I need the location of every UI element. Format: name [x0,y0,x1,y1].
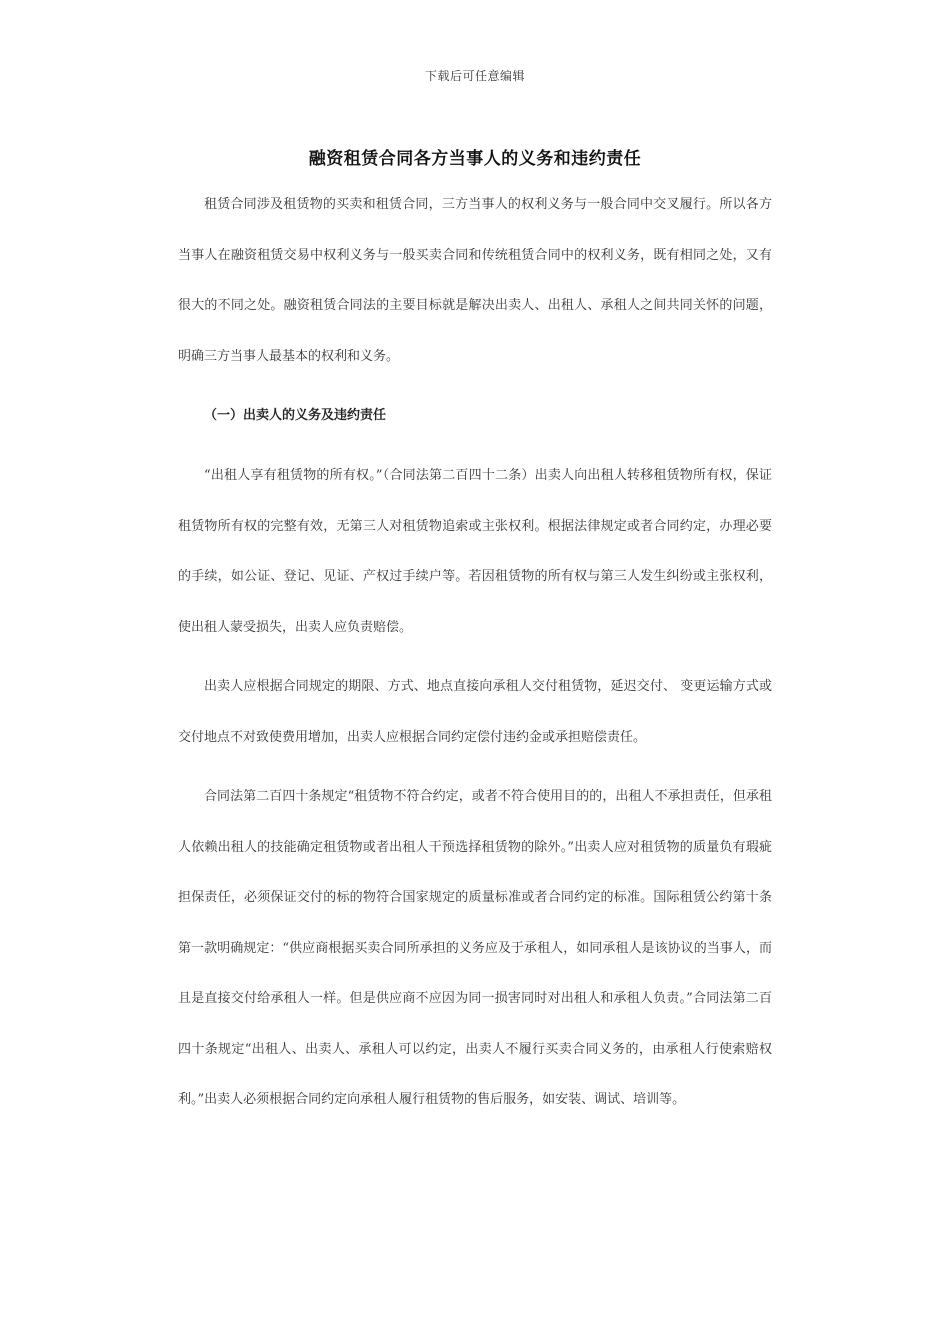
intro-paragraph: 租赁合同涉及租赁物的买卖和租赁合同，三方当事人的权利义务与一般合同中交叉履行。所以各方当事人在融资租赁交易中权利义务与一般买卖合同和传统租赁合同中的权利义务，既有相同之处，又有很大的不同之处。融资租赁合同法的主要目标就是解决出卖人、出租人、承租人之间共同关怀的问题，明确三方当事人最基本的权利和义务。 [178,197,772,364]
paragraph-ownership: “出租人享有租赁物的所有权。”（合同法第二百四十二条）出卖人向出租人转移租赁物所有权，保证租赁物所有权的完整有效，无第三人对租赁物追索或主张权利。根据法律规定或者合同约定，办理必要的手续，如公证、登记、见证、产权过手续户等。若因租赁物的所有权与第三人发生纠纷或主张权利，使出租人蒙受损失，出卖人应负责赔偿。 [178,468,772,635]
document-body [178,180,772,1126]
document-title: 融资租赁合同各方当事人的义务和违约责任 [308,149,642,169]
paragraph-quality: 合同法第二百四十条规定“租赁物不符合约定，或者不符合使用目的的，出租人不承担责任，但承租人依赖出租人的技能确定租赁物或者出租人干预选择租赁物的除外。”出卖人应对租赁物的质量负有瑕疵担保责任，必须保证交付的标的物符合国家规定的质量标准或者合同约定的标准。国际租赁公约第十条第一款明确规定：“供应商根据买卖合同所承担的义务应及于承租人，如同承租人是该协议的当事人，而且是直接交付给承租人一样。但是供应商不应因为同一损害同时对出租人和承租人负责。”合同法第二百四十条规定“出租人、出卖人、承租人可以约定，出卖人不履行买卖合同义务的，由承租人行使索赔权利。”出卖人必须根据合同约定向承租人履行租赁物的售后服务，如安装、调试、培训等。 [178,789,772,1107]
paragraph-delivery: 出卖人应根据合同规定的期限、方式、地点直接向承租人交付租赁物，延迟交付、 变更运输方式或交付地点不对致使费用增加，出卖人应根据合同约定偿付违约金或承担赔偿责任。 [178,679,772,745]
section-heading-seller: （一）出卖人的义务及违约责任 [204,408,387,423]
header-note: 下载后可任意编辑 [424,69,525,83]
